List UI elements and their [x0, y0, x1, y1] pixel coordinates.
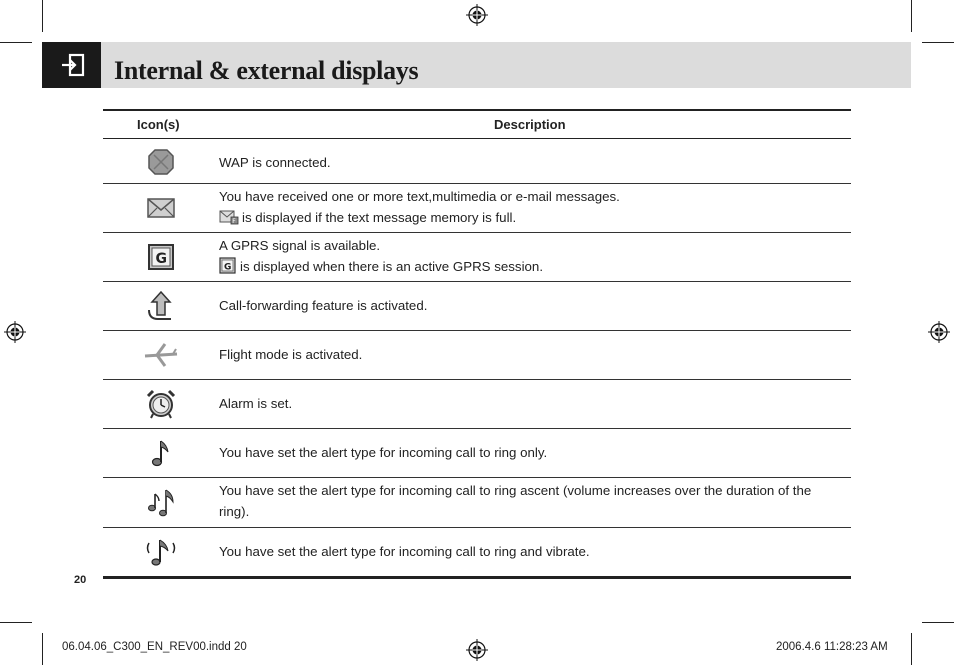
column-header-icons: Icon(s): [137, 117, 180, 132]
svg-text:F: F: [232, 218, 236, 225]
envelope-icon: [143, 190, 179, 226]
alarm-clock-icon: [143, 386, 179, 422]
music-note-icon: [143, 435, 179, 471]
enter-icon: [60, 52, 86, 78]
crop-mark: [42, 633, 43, 665]
crop-mark: [911, 0, 912, 32]
vibrate-note-icon: [143, 534, 179, 570]
page-number: 20: [74, 574, 87, 586]
crop-mark: [0, 42, 32, 43]
table-row: [103, 139, 851, 184]
table-row: [103, 282, 851, 331]
row-description: A GPRS signal is available.: [219, 238, 381, 253]
row-description: WAP is connected.: [219, 155, 331, 170]
row-description: Flight mode is activated.: [219, 347, 363, 362]
crop-mark: [922, 42, 954, 43]
ascending-notes-icon: [143, 484, 179, 520]
airplane-icon: [143, 337, 179, 373]
column-header-description: Description: [494, 117, 566, 132]
wap-icon: [143, 143, 179, 179]
page-title: Internal & external displays: [114, 56, 419, 85]
row-description: You have set the alert type for incoming call to ring ascent (volume increases over the duration of the ring).: [219, 483, 812, 519]
footer-file-info: 06.04.06_C300_EN_REV00.indd 20: [62, 641, 247, 653]
row-description-secondary: is displayed when there is an active GPRS session.: [240, 259, 544, 274]
row-description: You have set the alert type for incoming call to ring only.: [219, 445, 548, 460]
registration-mark-icon: [4, 321, 26, 343]
row-description: Call-forwarding feature is activated.: [219, 298, 428, 313]
table-row: [103, 380, 851, 429]
section-tab: [42, 42, 101, 88]
registration-mark-icon: [466, 4, 488, 26]
table-row: [103, 233, 851, 282]
table-row: [103, 478, 851, 528]
table-row: [103, 331, 851, 380]
gprs-active-icon: [219, 257, 237, 274]
table-row: [103, 528, 851, 576]
table-row: [103, 184, 851, 233]
row-description-secondary: is displayed if the text message memory is full.: [242, 210, 517, 225]
footer-timestamp: 2006.4.6 11:28:23 AM: [776, 641, 888, 653]
crop-mark: [0, 622, 32, 623]
registration-mark-icon: [466, 639, 488, 661]
table-row: [103, 429, 851, 478]
gprs-icon: [143, 239, 179, 275]
crop-mark: [42, 0, 43, 32]
table-top-rule: [103, 109, 851, 111]
message-full-icon: [219, 209, 239, 225]
row-description: You have received one or more text,multimedia or e-mail messages.: [219, 189, 620, 204]
registration-mark-icon: [928, 321, 950, 343]
call-forward-icon: [143, 288, 179, 324]
crop-mark: [922, 622, 954, 623]
row-description: Alarm is set.: [219, 396, 293, 411]
crop-mark: [911, 633, 912, 665]
table-bottom-rule: [103, 576, 851, 579]
svg-text:G: G: [155, 251, 167, 267]
svg-text:G: G: [224, 262, 232, 273]
row-description: You have set the alert type for incoming call to ring and vibrate.: [219, 544, 590, 559]
